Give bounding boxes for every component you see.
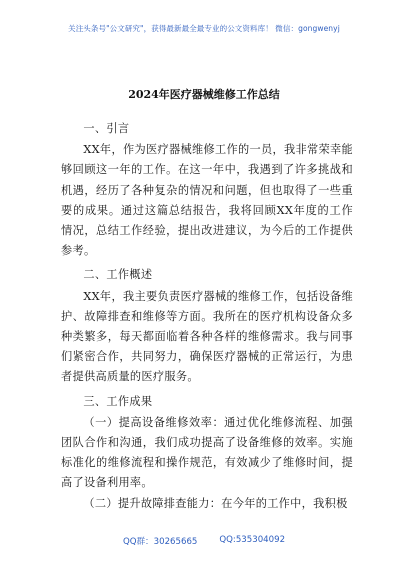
section-heading-overview: 二、工作概述 bbox=[83, 268, 153, 282]
section-heading-results: 三、工作成果 bbox=[83, 394, 153, 408]
footer-qq-number: QQ:535304092 bbox=[219, 535, 286, 545]
document-body bbox=[61, 117, 353, 514]
paragraph-results-1: （一）提高设备维修效率：通过优化维修流程、加强团队合作和沟通，我们成功提高了设备维修的效率。实施标准化的维修流程和操作规范，有效减少了维修时间，提高了设备利用率。 bbox=[61, 415, 353, 490]
paragraph-intro: XX年，作为医疗器械维修工作的一员，我非常荣幸能够回顾这一年的工作。在这一年中，我遇到了许多挑战和机遇，经历了各种复杂的情况和问题，但也取得了一些重要的成果。通过这篇总结报告，我将回顾XX年度的工作情况，总结工作经验，提出改进建议，为今后的工作提供参考。 bbox=[61, 143, 353, 258]
header-promo-note: 关注头条号"公文研究"，获得最新最全最专业的公文资料库！ 微信：gongwenyj bbox=[68, 24, 340, 33]
section-heading-intro: 一、引言 bbox=[83, 122, 130, 135]
paragraph-results-2: （二）提升故障排查能力：在今年的工作中，我积极 bbox=[83, 496, 348, 510]
paragraph-overview: XX年，我主要负责医疗器械的维修工作，包括设备维护、故障排查和维修等方面。我所在的医疗机构设备众多种类繁多，每天都面临着各种各样的维修需求。我与同事们紧密合作，共同努力，确保医疗器械的正常运行，为患者提供高质量的医疗服务。 bbox=[61, 289, 353, 384]
footer-qq-group: QQ群：30265665 bbox=[122, 537, 198, 547]
document-title: 2024年医疗器械维修工作总结 bbox=[128, 88, 280, 101]
footer-contact bbox=[0, 535, 408, 547]
